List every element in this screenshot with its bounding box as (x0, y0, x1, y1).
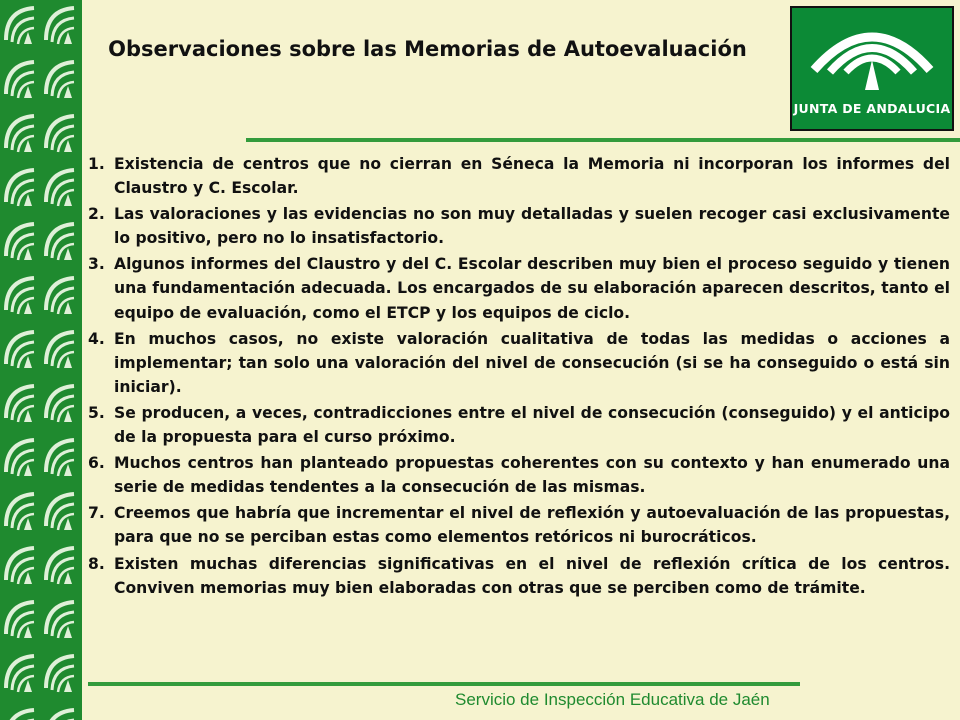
item-text: Creemos que habría que incrementar el nivel de reflexión y autoevaluación de las propuestas, para que no se perciban estas como elementos retóricos ni burocráticos. (114, 504, 950, 547)
list-item (88, 501, 950, 549)
item-number: 5. (88, 403, 105, 422)
top-divider (246, 138, 960, 142)
item-number: 8. (88, 554, 105, 573)
page-title: Observaciones sobre las Memorias de Autoevaluación (108, 37, 747, 61)
observations-list (88, 152, 950, 602)
list-item (88, 401, 950, 449)
item-text: En muchos casos, no existe valoración cualitativa de todas las medidas o acciones a implementar; tan solo una valoración del nivel de consecución (si se ha conseguido o está sin iniciar). (114, 329, 950, 396)
bottom-divider (88, 682, 800, 686)
item-number: 4. (88, 329, 105, 348)
item-text: Muchos centros han planteado propuestas coherentes con su contexto y han enumerado una serie de medidas tendentes a la consecución de las mismas. (114, 454, 950, 497)
item-number: 3. (88, 255, 105, 274)
list-item (88, 451, 950, 499)
list-item (88, 202, 950, 250)
decorative-sidebar (0, 0, 82, 720)
list-item (88, 152, 950, 200)
item-text: Existen muchas diferencias significativas en el nivel de reflexión crítica de los centros. Conviven memorias muy bien elaboradas con otras que se perciben como de trámite. (114, 554, 950, 597)
item-number: 7. (88, 504, 105, 523)
logo-text: JUNTA DE ANDALUCIA (793, 101, 951, 116)
item-text: Existencia de centros que no cierran en Séneca la Memoria ni incorporan los informes del Claustro y C. Escolar. (114, 155, 950, 198)
item-number: 6. (88, 454, 105, 473)
item-number: 1. (88, 155, 105, 173)
list-item (88, 252, 950, 324)
footer-text: Servicio de Inspección Educativa de Jaén (455, 690, 770, 709)
item-number: 2. (88, 205, 105, 224)
junta-de-andalucia-logo (790, 6, 954, 131)
list-item (88, 327, 950, 399)
item-text: Algunos informes del Claustro y del C. Escolar describen muy bien el proceso seguido y tienen una fundamentación adecuada. Los encargados de su elaboración aparecen descritos, tanto el equipo de evaluación, como el ETCP y los equipos de ciclo. (114, 255, 950, 322)
item-text: Se producen, a veces, contradicciones entre el nivel de consecución (conseguido) y el anticipo de la propuesta para el curso próximo. (114, 403, 950, 447)
sidebar-pattern (0, 0, 82, 720)
list-item (88, 552, 950, 600)
item-text: Las valoraciones y las evidencias no son muy detalladas y suelen recoger casi exclusivamente lo positivo, pero no lo insatisfactorio. (114, 205, 950, 248)
